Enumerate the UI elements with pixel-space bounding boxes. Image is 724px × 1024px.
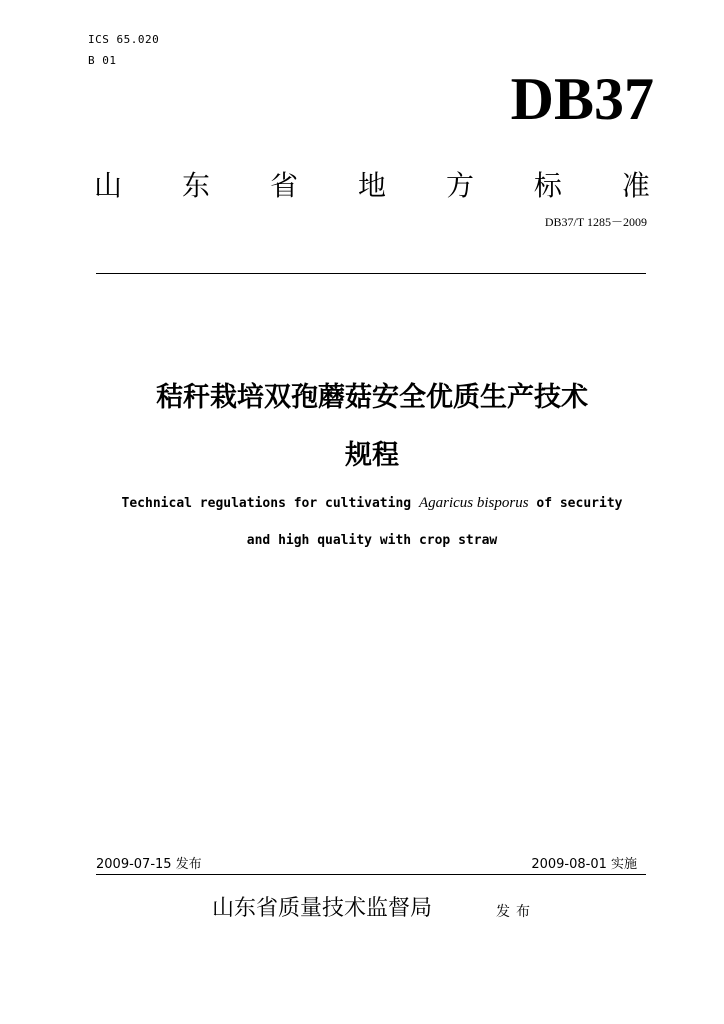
standard-number: DB37/T 1285－2009 — [544, 215, 647, 229]
issue-date: 2009-07-15 发布 — [96, 857, 202, 872]
standard-type-char: 标 — [533, 169, 562, 202]
standard-type-char: 东 — [181, 169, 210, 202]
title-chinese-line2: 规程 — [345, 440, 399, 471]
title-english-species: Agaricus bisporus — [418, 495, 529, 511]
title-english-text: Technical regulations for cultivating — [121, 496, 419, 511]
bottom-divider — [96, 874, 646, 875]
title-english-line2: and high quality with crop straw — [246, 533, 498, 548]
title-english-text: of security — [528, 496, 623, 511]
title-english-line1 — [0, 492, 724, 515]
implementation-date: 2009-08-01 实施 — [531, 857, 637, 872]
issuing-label: 发布 — [496, 904, 536, 920]
standard-type-char: 省 — [269, 169, 298, 202]
standard-code-logo: DB37 — [510, 66, 654, 132]
standard-type-char: 山 — [94, 169, 123, 202]
standard-type-char: 方 — [445, 169, 474, 202]
title-chinese-line1: 秸秆栽培双孢蘑菇安全优质生产技术 — [156, 382, 588, 413]
ccs-code: B 01 — [88, 54, 117, 67]
ics-code: ICS 65.020 — [88, 33, 160, 46]
standard-type-char: 地 — [357, 169, 386, 202]
standard-type-heading — [94, 168, 650, 204]
standard-type-char: 准 — [621, 169, 650, 202]
issuing-authority: 山东省质量技术监督局 — [212, 896, 433, 921]
top-divider — [96, 273, 646, 274]
